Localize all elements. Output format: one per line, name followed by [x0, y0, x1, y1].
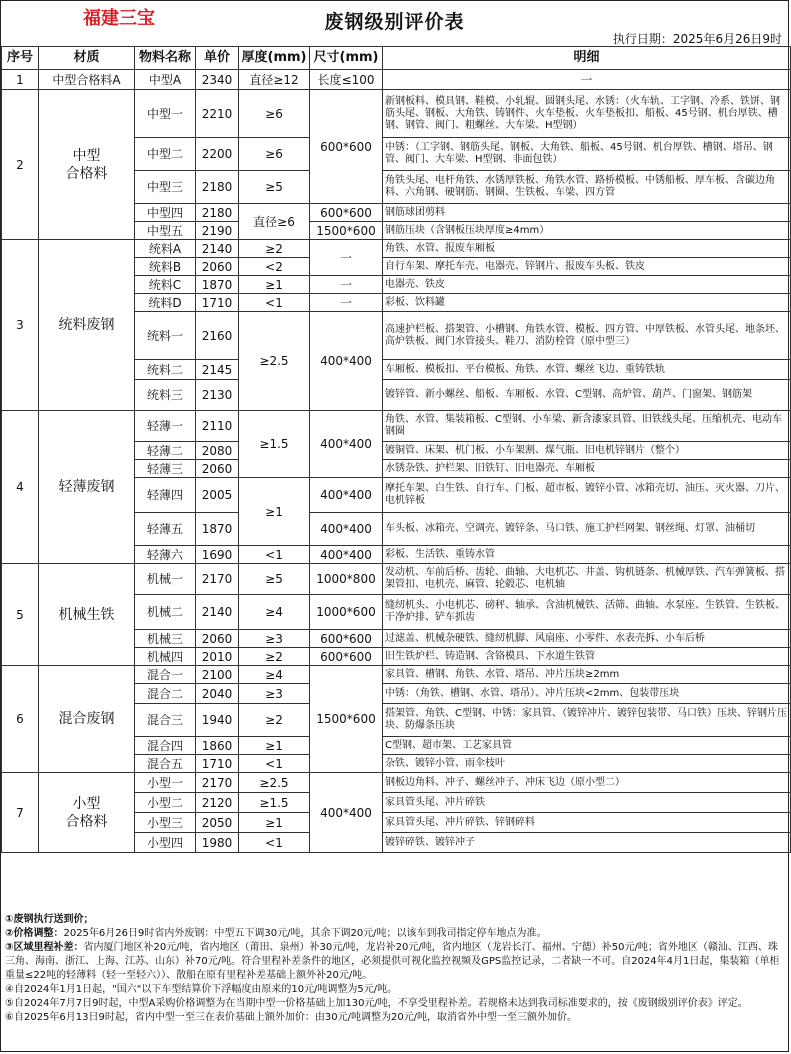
cell-detail: C型钢、超市架、工艺家具管 [383, 737, 791, 755]
cell-material: 轻薄废钢 [39, 411, 135, 564]
cell-size: 400*400 [310, 411, 383, 478]
cell-name: 机械一 [135, 564, 196, 595]
cell-material: 混合废钢 [39, 666, 135, 773]
cell-detail: 角铁头尾、电杆角铁、水锈厚铁板、角铁水管、路桥模板、中锈船板、厚车板、含碳边角料、六角钢、硬钢筋、钢圈、生铁板、车梁、四方管 [383, 171, 791, 204]
cell-size: 600*600 [310, 630, 383, 648]
cell-name: 中型一 [135, 90, 196, 138]
cell-name: 轻薄四 [135, 478, 196, 513]
cell-price: 1690 [196, 546, 239, 564]
cell-name: 小型三 [135, 813, 196, 833]
cell-name: 统料A [135, 240, 196, 258]
cell-detail: 车头板、冰箱壳、空调壳、镀锌条、马口铁、施工护栏网架、钢丝绳、灯罩、油桶切 [383, 513, 791, 546]
cell-no: 7 [2, 773, 39, 853]
cell-name: 混合二 [135, 684, 196, 704]
cell-name: 中型三 [135, 171, 196, 204]
cell-size: 1500*600 [310, 222, 383, 240]
page-title: 废钢级别评价表 [324, 11, 465, 33]
cell-thickness: ≥1.5 [239, 793, 310, 813]
note-1-label: ①废钢执行送到价； [5, 914, 94, 925]
cell-detail: 新钢板料、模具钢、鞋模、小轧辊、圆钢头尾、水锈：（火车轨、工字钢、冷系、铁饼、钢筋头尾、钢板、大角铁、铸钢件、火车垫板、火车垫板扣、船板、45号钢、机台厚铁、槽钢、钢管、阀门、粗螺丝、大车梁、H型钢） [383, 90, 791, 138]
cell-detail: 一 [383, 70, 791, 90]
cell-thickness: ≥6 [239, 138, 310, 171]
cell-price: 2210 [196, 90, 239, 138]
cell-price: 2140 [196, 240, 239, 258]
cell-price: 2180 [196, 171, 239, 204]
cell-no: 2 [2, 90, 39, 240]
cell-detail: 电器壳、铁皮 [383, 276, 791, 294]
execution-date: 执行日期：2025年6月26日9时 [612, 32, 782, 46]
cell-detail: 缝纫机头、小电机芯、磅秤、轴承、含油机械铁、活筛、曲轴、水泵座、生铁管、生铁板、干净炉排、铲车抓齿 [383, 595, 791, 630]
cell-thickness: ≥2 [239, 704, 310, 737]
cell-size: 400*400 [310, 312, 383, 411]
cell-price: 2145 [196, 360, 239, 380]
table-header-row [2, 47, 791, 70]
cell-thickness: ≥4 [239, 666, 310, 684]
cell-name: 机械四 [135, 648, 196, 666]
header-size: 尺寸(mm) [310, 47, 383, 70]
cell-thickness: ≥2 [239, 240, 310, 258]
note-2-label: ②价格调整： [5, 928, 64, 939]
cell-size: 600*600 [310, 204, 383, 222]
cell-detail: 摩托车架、白生铁、自行车、门板、超市板、镀锌小管、冰箱壳切、油压、灭火器、刀片、电机锌板 [383, 478, 791, 513]
brand-logo-text: 福建三宝 [83, 8, 155, 29]
cell-detail: 车厢板、模板扣、平台模板、角铁、水管、螺丝飞边、重铸铁轨 [383, 360, 791, 380]
note-2-text: 2025年6月26日9时省内外废钢：中型五下调30元/吨，其余下调20元/吨；以该车到我司指定停车地点为准。 [63, 928, 547, 939]
cell-thickness: ≥6 [239, 90, 310, 138]
cell-material: 中型 合格料 [39, 90, 135, 240]
notes-section [1, 911, 790, 1027]
cell-detail: 钢筋压块（含钢板压块厚度≥4mm） [383, 222, 791, 240]
cell-size: 400*400 [310, 513, 383, 546]
cell-price: 1940 [196, 704, 239, 737]
cell-detail: 钢板边角料、冲子、螺丝冲子、冲床飞边（原小型二） [383, 773, 791, 793]
cell-detail: 过滤盖、机械杂硬铁、缝纫机脚、风扇座、小零件、水表壳拆、小车后桥 [383, 630, 791, 648]
cell-name: 混合三 [135, 704, 196, 737]
cell-name: 统料一 [135, 312, 196, 360]
cell-material: 中型合格料A [39, 70, 135, 90]
cell-price: 2110 [196, 411, 239, 442]
cell-name: 中型二 [135, 138, 196, 171]
cell-detail: 角铁、水管、报废车厢板 [383, 240, 791, 258]
cell-name: 小型二 [135, 793, 196, 813]
note-6-text: ⑥自2025年6月13日9时起，省内中型一至三在表价基础上额外加价：由30元/吨调整为20元/吨，取消省外中型一至三额外加价。 [5, 1012, 578, 1023]
cell-name: 混合五 [135, 755, 196, 773]
cell-size: 一 [310, 240, 383, 276]
cell-size: 600*600 [310, 648, 383, 666]
header-price: 单价 [196, 47, 239, 70]
cell-thickness: ≥1.5 [239, 411, 310, 478]
table-row [2, 70, 791, 90]
cell-size: 1500*600 [310, 666, 383, 773]
cell-detail: 水锈杂铁、护栏架、旧铁钉、旧电器壳、车厢板 [383, 460, 791, 478]
grade-table [1, 46, 791, 853]
table-row [2, 411, 791, 442]
note-5-text: ⑤自2024年7月7日9时起，中型A采购价格调整为在当期中型一价格基础上加130元/吨，不享受里程补差。若规格未达到我司标准要求的，按《废钢级别评价表》评定。 [5, 998, 748, 1009]
cell-price: 2180 [196, 204, 239, 222]
cell-price: 2100 [196, 666, 239, 684]
cell-price: 2170 [196, 564, 239, 595]
cell-price: 2040 [196, 684, 239, 704]
cell-thickness: ≥5 [239, 171, 310, 204]
note-3-text: 省内厦门地区补20元/吨，省内地区（莆田、泉州）补30元/吨，龙岩补20元/吨，省内地区（龙岩长汀、福州、宁德）补50元/吨；省外地区（赣汕、江西、珠三角、海南、浙江、上海、江苏、山东）补70元/吨。符合里程补差条件的地区，必须提供可视化监控视频及GPS监控记录，二者缺一不可。自2024年4月1日起，集装箱（单柜重量≤22吨的轻薄料（轻一至轻六））、散船在原有里程补差基础上额外补20元/吨。 [5, 942, 780, 981]
cell-size: 400*400 [310, 773, 383, 853]
cell-price: 2170 [196, 773, 239, 793]
cell-material: 统料废钢 [39, 240, 135, 411]
note-5 [5, 997, 786, 1011]
cell-detail: 杂铁、镀锌小管、雨伞枝叶 [383, 755, 791, 773]
cell-name: 机械三 [135, 630, 196, 648]
cell-detail: 家具管、槽钢、角铁、水管、塔吊、冲片压块≥2mm [383, 666, 791, 684]
cell-price: 2010 [196, 648, 239, 666]
cell-thickness: ≥2 [239, 648, 310, 666]
cell-detail: 发动机、车前后桥、齿轮、曲轴、大电机芯、井盖、钩机链条、机械厚铁、汽车弹簧板、搭架管扣、电机壳、麻管、轮毂芯、电机轴 [383, 564, 791, 595]
note-2 [5, 927, 786, 941]
header-detail: 明细 [383, 47, 791, 70]
cell-no: 4 [2, 411, 39, 564]
cell-detail: 彩板、饮料罐 [383, 294, 791, 312]
cell-thickness: ≥2.5 [239, 773, 310, 793]
cell-thickness: 直径≥12 [239, 70, 310, 90]
cell-thickness: <1 [239, 294, 310, 312]
cell-detail: 搭架管、角铁、C型钢、中锈：家具管、（镀锌冲片、镀锌包装带、马口铁）压块、锌钢片压块、防爆条压块 [383, 704, 791, 737]
cell-size: 长度≤100 [310, 70, 383, 90]
cell-name: 轻薄三 [135, 460, 196, 478]
cell-name: 轻薄五 [135, 513, 196, 546]
cell-thickness: <1 [239, 755, 310, 773]
cell-name: 统料C [135, 276, 196, 294]
cell-price: 2060 [196, 258, 239, 276]
cell-thickness: ≥1 [239, 478, 310, 546]
note-3-label: ③区域里程补差： [5, 942, 84, 953]
cell-detail: 彩板、生活铁、重铸水管 [383, 546, 791, 564]
cell-price: 1980 [196, 833, 239, 853]
note-4-text: ④自2024年1月1日起，"国六"以下车型结算价下浮幅度由原来的10元/吨调整为5元/吨。 [5, 984, 398, 995]
cell-detail: 镀锌管、新小螺丝、船板、车厢板、水管、C型钢、高炉管、葫芦、门窗架、钢筋架 [383, 380, 791, 411]
cell-price: 2005 [196, 478, 239, 513]
cell-name: 机械二 [135, 595, 196, 630]
cell-size: 400*400 [310, 478, 383, 513]
cell-detail: 自行车架、摩托车壳、电器壳、锌钢片、报废车头板、铁皮 [383, 258, 791, 276]
cell-detail: 镀锌碎铁、镀锌冲子 [383, 833, 791, 853]
header-no: 序号 [2, 47, 39, 70]
note-6 [5, 1011, 786, 1025]
cell-name: 轻薄二 [135, 442, 196, 460]
cell-detail: 家具管头尾、冲片碎铁 [383, 793, 791, 813]
cell-price: 2130 [196, 380, 239, 411]
cell-detail: 中锈：（工字钢、钢筋头尾、钢板、大角铁、船板、45号钢、机台厚铁、槽钢、塔吊、钢管、阀门、大车梁、H型钢、非面包铁） [383, 138, 791, 171]
cell-detail: 家具管头尾、冲片碎铁、锌钢碎料 [383, 813, 791, 833]
cell-size: 1000*600 [310, 595, 383, 630]
cell-thickness: <1 [239, 833, 310, 853]
table-row [2, 564, 791, 595]
cell-name: 统料二 [135, 360, 196, 380]
cell-material: 小型 合格料 [39, 773, 135, 853]
cell-price: 2160 [196, 312, 239, 360]
cell-name: 统料D [135, 294, 196, 312]
cell-price: 2120 [196, 793, 239, 813]
cell-name: 混合一 [135, 666, 196, 684]
cell-no: 3 [2, 240, 39, 411]
cell-thickness: <2 [239, 258, 310, 276]
header-name: 物料名称 [135, 47, 196, 70]
cell-price: 2080 [196, 442, 239, 460]
cell-size: 600*600 [310, 90, 383, 204]
cell-no: 1 [2, 70, 39, 90]
cell-thickness: ≥3 [239, 684, 310, 704]
cell-price: 1710 [196, 755, 239, 773]
cell-size: 一 [310, 276, 383, 294]
cell-thickness: ≥5 [239, 564, 310, 595]
cell-thickness: ≥1 [239, 276, 310, 294]
table-row [2, 240, 791, 258]
cell-name: 小型一 [135, 773, 196, 793]
cell-price: 2060 [196, 460, 239, 478]
table-row [2, 666, 791, 684]
cell-price: 1870 [196, 513, 239, 546]
cell-name: 统料B [135, 258, 196, 276]
table-row [2, 90, 791, 138]
cell-price: 1710 [196, 294, 239, 312]
note-4 [5, 983, 786, 997]
cell-thickness: ≥1 [239, 737, 310, 755]
cell-thickness: ≥4 [239, 595, 310, 630]
cell-price: 2050 [196, 813, 239, 833]
cell-size: 1000*800 [310, 564, 383, 595]
cell-thickness: <1 [239, 546, 310, 564]
cell-name: 轻薄六 [135, 546, 196, 564]
cell-price: 1870 [196, 276, 239, 294]
cell-no: 6 [2, 666, 39, 773]
cell-price: 2200 [196, 138, 239, 171]
cell-detail: 钢筋球团剪料 [383, 204, 791, 222]
cell-detail: 中锈：（角铁、槽钢、水管、塔吊）、冲片压块<2mm、包装带压块 [383, 684, 791, 704]
cell-size: 一 [310, 294, 383, 312]
table-row [2, 773, 791, 793]
header-thickness: 厚度(mm) [239, 47, 310, 70]
note-1 [5, 913, 786, 927]
cell-price: 1860 [196, 737, 239, 755]
cell-thickness: ≥1 [239, 813, 310, 833]
cell-price: 2340 [196, 70, 239, 90]
cell-thickness: ≥2.5 [239, 312, 310, 411]
cell-name: 小型四 [135, 833, 196, 853]
cell-detail: 镀铜管、床架、机门板、小车架割、煤气瓶、旧电机锌钢片（整个） [383, 442, 791, 460]
cell-name: 中型四 [135, 204, 196, 222]
cell-name: 统料三 [135, 380, 196, 411]
header-material: 材质 [39, 47, 135, 70]
cell-name: 中型五 [135, 222, 196, 240]
cell-no: 5 [2, 564, 39, 666]
cell-name: 混合四 [135, 737, 196, 755]
cell-thickness: 直径≥6 [239, 204, 310, 240]
cell-detail: 高速护栏板、搭架管、小槽钢、角铁水管、模板、四方管、中厚铁板、水管头尾、地条坯、高炉铁板、阀门水管接头、鞋刀、消防栓管（原中型三） [383, 312, 791, 360]
cell-price: 2140 [196, 595, 239, 630]
note-3 [5, 941, 786, 983]
cell-name: 中型A [135, 70, 196, 90]
cell-thickness: ≥3 [239, 630, 310, 648]
cell-price: 2190 [196, 222, 239, 240]
cell-material: 机械生铁 [39, 564, 135, 666]
cell-detail: 旧生铁炉栏、铸造钢、含铬模具、下水道生铁管 [383, 648, 791, 666]
cell-price: 2060 [196, 630, 239, 648]
cell-size: 400*400 [310, 546, 383, 564]
cell-detail: 角铁、水管、集装箱板、C型钢、小车梁、新含漆家具管、旧铁线头尾、压缩机壳、电动车钢圈 [383, 411, 791, 442]
cell-name: 轻薄一 [135, 411, 196, 442]
